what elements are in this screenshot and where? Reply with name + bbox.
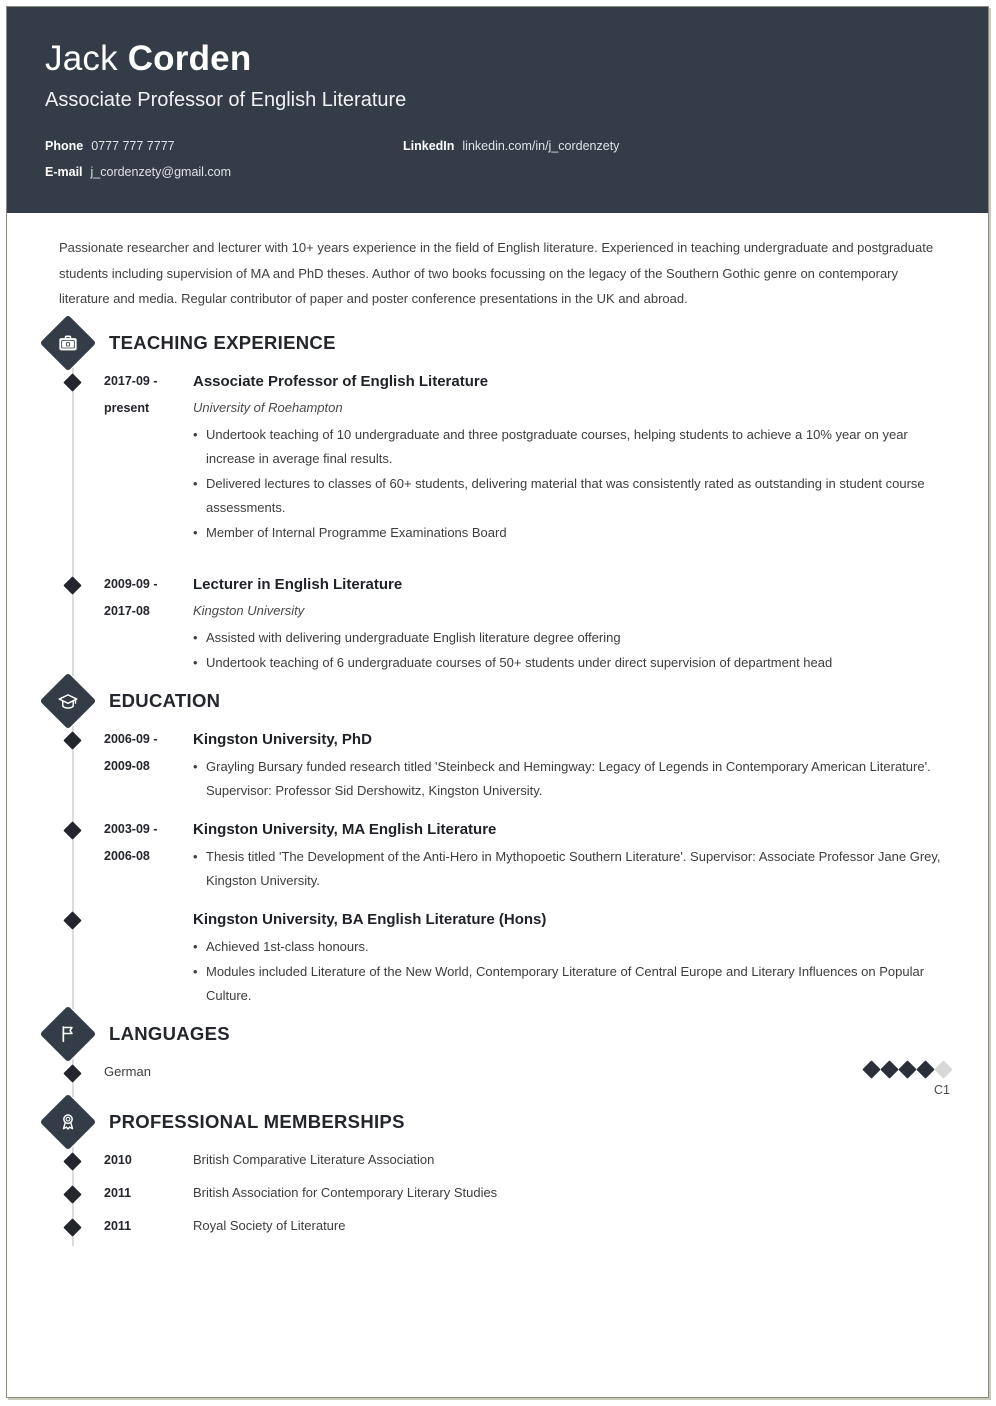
resume-sheet (6, 6, 989, 1398)
education-date-to: 2006-08 (104, 848, 150, 863)
language-name: German (104, 1063, 151, 1079)
membership-row (45, 1147, 950, 1180)
list-item: • Member of Internal Programme Examinations Board (193, 521, 946, 546)
rating-diamond-filled (898, 1060, 916, 1078)
membership-year: 2011 (104, 1185, 132, 1200)
education-bullet-list (193, 845, 946, 894)
membership-row (45, 1180, 950, 1213)
section-header-languages (48, 1009, 950, 1059)
award-ribbon-icon (40, 1094, 97, 1151)
contact-email-value[interactable]: j_cordenzety@gmail.com (90, 165, 232, 179)
list-item: • Grayling Bursary funded research titled 'Steinbeck and Hemingway: Legacy of Legends in Contemporary American Literature'. Supervisor: Professor Sid Dershowitz, Kingston University. (193, 755, 946, 804)
candidate-job-title: Associate Professor of English Literature (45, 89, 407, 111)
contact-details (45, 138, 950, 180)
experience-bullet-list (193, 423, 946, 546)
experience-entry (45, 368, 950, 546)
language-row (45, 1059, 950, 1097)
section-professional-memberships (45, 1097, 950, 1246)
experience-bullet-list (193, 626, 946, 675)
membership-year: 2010 (104, 1152, 132, 1167)
education-degree-title: Kingston University, PhD (193, 730, 372, 748)
contact-spacer (403, 164, 950, 180)
experience-entry-content (193, 368, 950, 546)
experience-timeline (45, 368, 950, 676)
list-item: • Delivered lectures to classes of 60+ students, delivering material that was consistently rated as outstanding in student course assessments. (193, 472, 946, 521)
education-bullet-list (193, 755, 946, 804)
rating-diamond-filled (916, 1060, 934, 1078)
experience-job-title: Lecturer in English Literature (193, 576, 403, 594)
experience-entry-content (193, 571, 950, 675)
education-entry (45, 726, 950, 804)
membership-year: 2011 (104, 1218, 132, 1233)
language-rating-block (865, 1059, 950, 1097)
section-title-memberships: PROFESSIONAL MEMBERSHIPS (109, 1110, 405, 1132)
experience-date-from: 2017-09 - (104, 373, 158, 388)
section-header-education (48, 676, 950, 726)
contact-phone-value: 0777 777 7777 (91, 139, 175, 153)
contact-linkedin-value[interactable]: linkedin.com/in/j_cordenzety (462, 139, 620, 153)
graduation-cap-icon (40, 672, 97, 729)
list-item: • Achieved 1st-class honours. (193, 935, 946, 960)
rating-diamond-filled (880, 1060, 898, 1078)
contact-email-label: E-mail (45, 165, 83, 179)
membership-row (45, 1213, 950, 1246)
list-item: • Assisted with delivering undergraduate English literature degree offering (193, 626, 946, 651)
memberships-timeline (45, 1147, 950, 1246)
education-entry-content (193, 816, 950, 894)
flag-icon (40, 1006, 97, 1063)
membership-name: British Association for Contemporary Literary Studies (193, 1184, 498, 1200)
education-bullet-list (193, 935, 946, 1009)
section-title-education: EDUCATION (109, 689, 221, 711)
entry-spacer (45, 545, 950, 571)
section-teaching-experience (45, 318, 950, 676)
section-education (45, 676, 950, 1009)
entry-spacer (45, 804, 950, 816)
rating-diamond-filled (862, 1060, 880, 1078)
resume-body (7, 213, 988, 1286)
experience-entry-dates (45, 368, 193, 546)
education-timeline (45, 726, 950, 1009)
section-languages (45, 1009, 950, 1097)
contact-phone (45, 138, 403, 154)
contact-phone-label: Phone (45, 139, 84, 153)
contact-linkedin[interactable] (403, 138, 950, 154)
education-date-from: 2006-09 - (104, 731, 158, 746)
list-item: • Undertook teaching of 6 undergraduate courses of 50+ students under direct supervision of department head (193, 651, 946, 676)
experience-job-title: Associate Professor of English Literature (193, 372, 489, 390)
language-rating (865, 1063, 950, 1076)
education-degree-title: Kingston University, MA English Literature (193, 820, 497, 838)
membership-name: Royal Society of Literature (193, 1217, 346, 1233)
resume-header (7, 7, 988, 213)
section-header-memberships (48, 1097, 950, 1147)
experience-date-to: present (104, 400, 150, 415)
section-title-languages: LANGUAGES (109, 1022, 230, 1044)
candidate-last-name: Corden (127, 39, 252, 78)
section-title-experience: TEACHING EXPERIENCE (109, 331, 336, 353)
education-entry-content (193, 906, 950, 1009)
briefcase-icon (40, 314, 97, 371)
section-header-experience (48, 318, 950, 368)
education-degree-title: Kingston University, BA English Literature (Hons) (193, 911, 547, 929)
membership-name: British Comparative Literature Association (193, 1151, 435, 1167)
education-entry (45, 816, 950, 894)
experience-date-to: 2017-08 (104, 604, 150, 619)
entry-spacer (45, 894, 950, 906)
rating-diamond-empty (934, 1060, 952, 1078)
education-date-from: 2003-09 - (104, 821, 158, 836)
experience-organization: Kingston University (193, 603, 305, 619)
page-bottom-spacer (45, 1246, 950, 1286)
language-level: C1 (934, 1082, 950, 1097)
contact-email[interactable] (45, 164, 403, 180)
candidate-first-name: Jack (45, 39, 128, 78)
professional-summary: Passionate researcher and lecturer with 10+ years experience in the field of English literature. Experienced in teaching undergraduate and postgraduate students including supervision of MA and PhD theses. Author of two books focussing on the legacy of the Southern Gothic genre on contemporary literature and media. Regular contributor of paper and poster conference presentations in the UK and abroad. (59, 240, 934, 306)
list-item: • Thesis titled 'The Development of the Anti-Hero in Mythopoetic Southern Literature'. Supervisor: Associate Professor Jane Grey, Kingston University. (193, 845, 946, 894)
candidate-name (45, 37, 950, 80)
languages-timeline (45, 1059, 950, 1097)
experience-entry (45, 571, 950, 675)
education-date-to: 2009-08 (104, 758, 150, 773)
education-entry (45, 906, 950, 1009)
experience-date-from: 2009-09 - (104, 577, 158, 592)
list-item: • Modules included Literature of the New World, Contemporary Literature of Central Europe and Literary Influences on Popular Culture. (193, 960, 946, 1009)
list-item: • Undertook teaching of 10 undergraduate and three postgraduate courses, helping students to achieve a 10% year on year increase in average final results. (193, 423, 946, 472)
education-entry-content (193, 726, 950, 804)
experience-organization: University of Roehampton (193, 399, 343, 415)
contact-linkedin-label: LinkedIn (403, 139, 455, 153)
